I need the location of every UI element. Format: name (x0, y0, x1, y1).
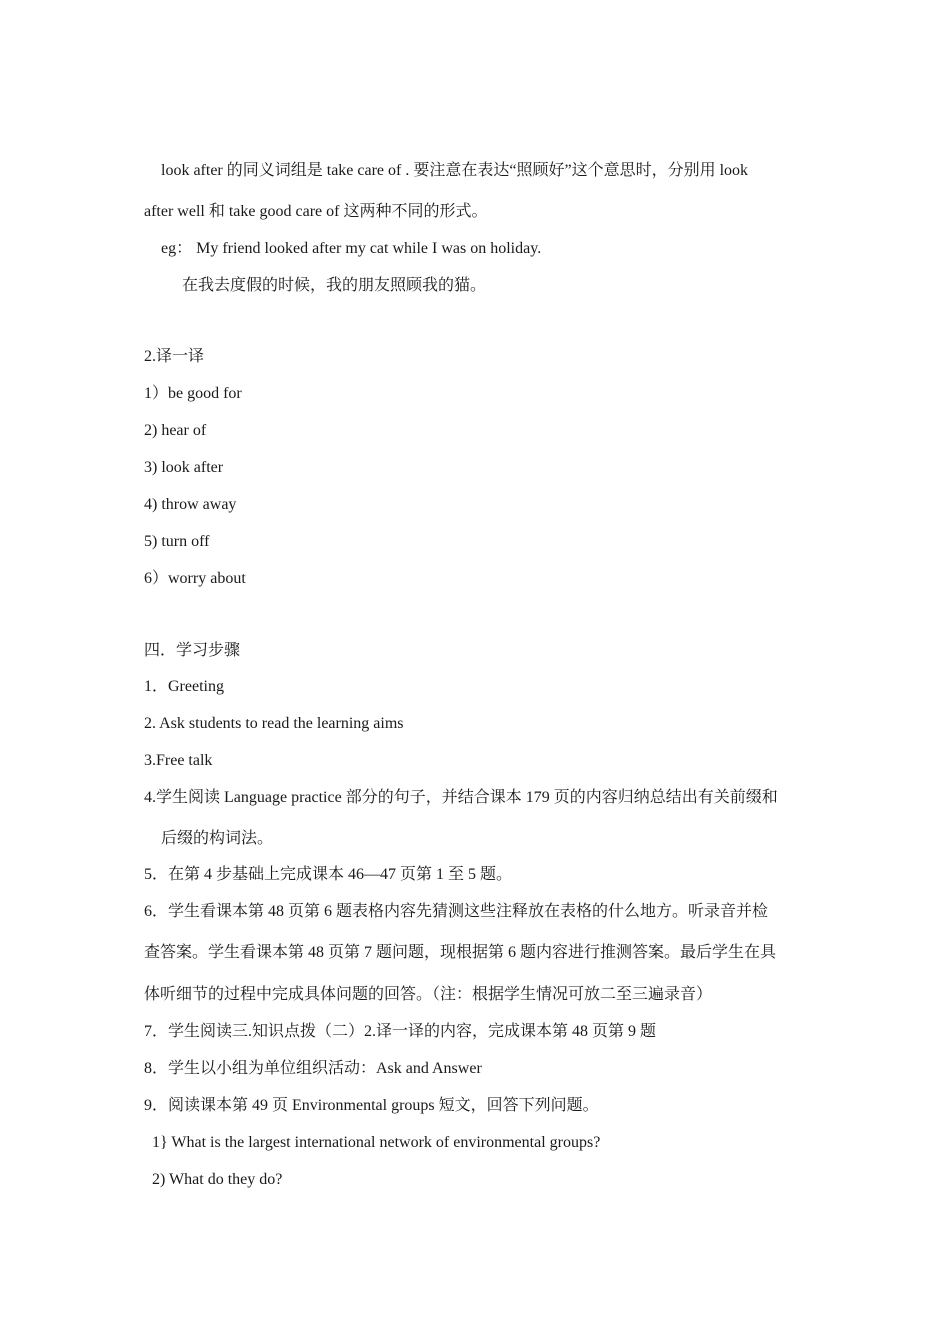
step-9: 9．阅读课本第 49 页 Environmental groups 短文，回答下列问题。 (144, 1097, 599, 1114)
note-line-1: look after 的同义词组是 take care of . 要注意在表达“照顾好”这个意思时，分别用 look (161, 162, 749, 179)
translate-item: 5) turn off (144, 533, 210, 550)
note-line-2: after well 和 take good care of 这两种不同的形式。 (144, 203, 488, 220)
translate-heading: 2.译一译 (144, 348, 205, 365)
step-5: 5．在第 4 步基础上完成课本 46—47 页第 1 至 5 题。 (144, 866, 513, 883)
step-1: 1．Greeting (144, 678, 224, 695)
example-chinese: 在我去度假的时候，我的朋友照顾我的猫。 (182, 277, 487, 294)
translate-item: 3) look after (144, 459, 224, 476)
translate-item: 1）be good for (144, 385, 242, 402)
translate-item: 6）worry about (144, 570, 246, 587)
example-english: eg： My friend looked after my cat while I was on holiday. (161, 240, 542, 257)
step-6-line-3: 体听细节的过程中完成具体问题的回答。（注：根据学生情况可放二至三遍录音） (144, 986, 713, 1003)
step-7: 7．学生阅读三.知识点拨（二）2.译一译的内容，完成课本第 48 页第 9 题 (144, 1023, 657, 1040)
step-4-line-2: 后缀的构词法。 (161, 830, 274, 847)
step-3: 3.Free talk (144, 752, 213, 769)
translate-item: 2) hear of (144, 422, 207, 439)
question-2: 2) What do they do? (152, 1171, 283, 1188)
question-1: 1} What is the largest international network of environmental groups? (152, 1134, 601, 1151)
step-6-line-1: 6．学生看课本第 48 页第 6 题表格内容先猜测这些注释放在表格的什么地方。听录音并检 (144, 903, 769, 920)
step-8: 8．学生以小组为单位组织活动：Ask and Answer (144, 1060, 482, 1077)
steps-heading: 四．学习步骤 (144, 642, 241, 659)
step-6-line-2: 查答案。学生看课本第 48 页第 7 题问题，现根据第 6 题内容进行推测答案。最后学生在具 (144, 944, 777, 961)
translate-item: 4) throw away (144, 496, 237, 513)
step-4-line-1: 4.学生阅读 Language practice 部分的句子，并结合课本 179 页的内容归纳总结出有关前缀和 (144, 789, 778, 806)
step-2: 2. Ask students to read the learning aims (144, 715, 404, 732)
